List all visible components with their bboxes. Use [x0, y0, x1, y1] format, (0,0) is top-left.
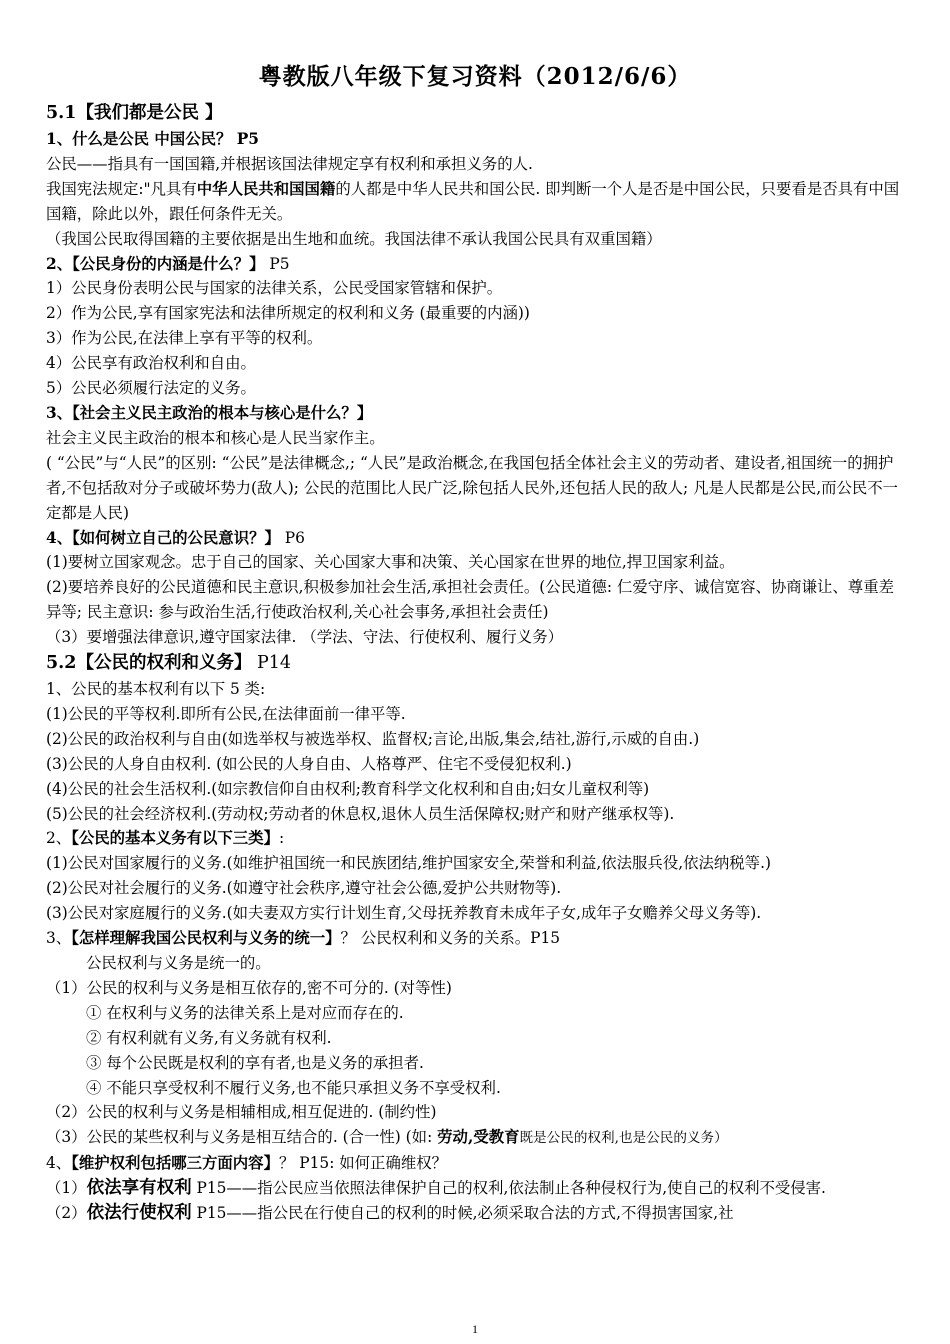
text-span: P15——指公民应当依照法律保护自己的权利,依法制止各种侵权行为,使自己的权利不受侵害.: [191, 1179, 826, 1198]
text-line: 2）作为公民,享有国家宪法和法律所规定的权利和义务 (最重要的内涵)): [46, 304, 530, 323]
text-line: ③ 每个公民既是权利的享有者,也是义务的承担者.: [86, 1053, 424, 1072]
text-span: 4、: [46, 1154, 72, 1173]
text-line: (1)公民对国家履行的义务.(如维护祖国统一和民族团结,维护国家安全,荣誉和利益,依法服兵役,依法纳税等.): [46, 854, 771, 873]
question-heading: [46, 526, 908, 551]
text-line: 3）作为公民,在法律上享有平等的权利。: [46, 329, 323, 348]
text-line: ② 有权利就有义务,有义务就有权利.: [86, 1028, 332, 1047]
text-line: (1)公民的平等权利.即所有公民,在法律面前一律平等.: [46, 704, 406, 723]
question-heading: [46, 826, 908, 851]
text-line: [46, 1201, 908, 1226]
question-heading: 1、什么是公民 中国公民？ P5: [46, 130, 260, 148]
question-title: 【维护权利包括哪三方面内容】: [71, 1154, 279, 1173]
text-span: 2、: [46, 829, 72, 848]
text-line: 社会主义民主政治的根本和核心是人民当家作主。: [46, 428, 385, 447]
text-line: ① 在权利与义务的法律关系上是对应而存在的.: [86, 1003, 404, 1022]
text-line: ④ 不能只享受权利不履行义务,也不能只承担义务不享受权利.: [86, 1078, 501, 1097]
text-span: 3、: [46, 929, 72, 948]
text-span: （2）: [46, 1204, 87, 1223]
text-line: 1）公民身份表明公民与国家的法律关系，公民受国家管辖和保护。: [46, 279, 503, 298]
section-heading: 5.1【我们都是公民 】: [46, 103, 223, 123]
text-line: (1)要树立国家观念。忠于自己的国家、关心国家大事和决策、关心国家在世界的地位,捍卫国家利益。: [46, 553, 735, 572]
text-line: [46, 1125, 908, 1151]
question-title: 【公民的基本义务有以下三类】: [71, 829, 279, 848]
text-span: （3）公民的某些权利与义务是相互结合的. (合一性) (如:: [46, 1128, 438, 1147]
question-heading: [46, 926, 908, 951]
text-line: （1）公民的权利与义务是相互依存的,密不可分的. (对等性): [46, 978, 452, 997]
question-title: 2、【公民身份的内涵是什么？】: [46, 254, 265, 273]
question-title: 【怎样理解我国公民权利与义务的统一】: [71, 929, 341, 948]
document-body: [46, 100, 908, 1226]
text-line: (3)公民的人身自由权利. (如公民的人身自由、人格尊严、住宅不受侵犯权利.): [46, 754, 572, 773]
text-line: （3）要增强法律意识,遵守国家法律. （学法、守法、行使权利、履行义务）: [46, 628, 563, 647]
text-span: ？ P15: 如何正确维权？: [278, 1154, 448, 1173]
text-span: 我国宪法规定:"凡具有: [46, 179, 197, 198]
page-ref: P14: [251, 653, 292, 674]
text-line: ( “公民”与“人民”的区别: “公民”是法律概念,; “人民”是政治概念,在我国包括全体社会主义的劳动者、建设者,祖国统一的拥护者,不包括敌对分子或破坏势力(敌人); 公民的范围比人民广泛,除包括人民外,还包括人民的敌人; 凡是人民都是公民,而公民不一定都是人民): [46, 453, 899, 522]
section-heading: [46, 650, 908, 677]
text-line: (2)公民的政治权利与自由(如选举权与被选举权、监督权;言论,出版,集会,结社,游行,示威的自由.): [46, 729, 700, 748]
bold-term: 依法享有权利: [86, 1178, 192, 1199]
text-line: [46, 1176, 908, 1201]
bold-term: 中华人民共和国国籍: [196, 179, 336, 198]
text-line: （2）公民的权利与义务是相辅相成,相互促进的. (制约性): [46, 1103, 437, 1122]
section-title: 5.2【公民的权利和义务】: [46, 653, 252, 674]
text-line: (5)公民的社会经济权利.(劳动权;劳动者的休息权,退休人员生活保障权;财产和财产继承权等).: [46, 804, 675, 823]
question-heading: [46, 252, 908, 277]
bold-term: 依法行使权利: [86, 1203, 192, 1224]
question-heading: [46, 1151, 908, 1176]
question-heading: 3、【社会主义民主政治的根本与核心是什么？】: [46, 403, 373, 422]
question-title: 4、【如何树立自己的公民意识？】: [46, 528, 280, 547]
text-span: （1）: [46, 1179, 87, 1198]
text-line: (2)要培养良好的公民道德和民主意识,积极参加社会生活,承担社会责任。(公民道德: 仁爱守序、诚信宽容、协商谦让、尊重差异等; 民主意识: 参与政治生活,行使政治权利,关心社会事务,承担社会责任): [46, 578, 894, 622]
text-line: [46, 177, 908, 227]
text-line: (2)公民对社会履行的义务.(如遵守社会秩序,遵守社会公德,爱护公共财物等).: [46, 879, 562, 898]
text-span: :: [278, 829, 285, 848]
text-span: 的人都是中华人民共和国公民. 即判断一个人是否是中国公民，只要看是否具有中国国籍，除此以外，跟任何条件无关。: [46, 179, 900, 223]
text-line: （我国公民取得国籍的主要依据是出生地和血统。我国法律不承认我国公民具有双重国籍）: [46, 229, 662, 248]
text-line: (4)公民的社会生活权利.(如宗教信仰自由权利;教育科学文化权利和自由;妇女儿童权利等): [46, 779, 650, 798]
page-ref: P6: [279, 528, 305, 547]
text-span: ？ 公民权利和义务的关系。P15: [340, 929, 561, 948]
text-line: 1、公民的基本权利有以下 5 类:: [46, 680, 266, 699]
bold-term: 劳动,受教育: [437, 1128, 520, 1147]
text-span: 既是公民的权利,也是公民的义务）: [519, 1130, 728, 1147]
text-line: 公民权利与义务是统一的。: [86, 954, 271, 972]
page-number: 1: [472, 1322, 478, 1336]
text-line: 5）公民必须履行法定的义务。: [46, 379, 256, 398]
page-title: 粤教版八年级下复习资料（2012/6/6）: [258, 63, 692, 90]
text-line: 公民——指具有一国国籍,并根据该国法律规定享有权利和承担义务的人.: [46, 154, 533, 173]
page-ref: P5: [264, 254, 290, 273]
text-span: P15——指公民在行使自己的权利的时候,必须采取合法的方式,不得损害国家,社: [191, 1204, 734, 1223]
text-line: (3)公民对家庭履行的义务.(如夫妻双方实行计划生育,父母抚养教育未成年子女,成年子女赡养父母义务等).: [46, 904, 762, 923]
text-line: 4）公民享有政治权利和自由。: [46, 354, 256, 373]
